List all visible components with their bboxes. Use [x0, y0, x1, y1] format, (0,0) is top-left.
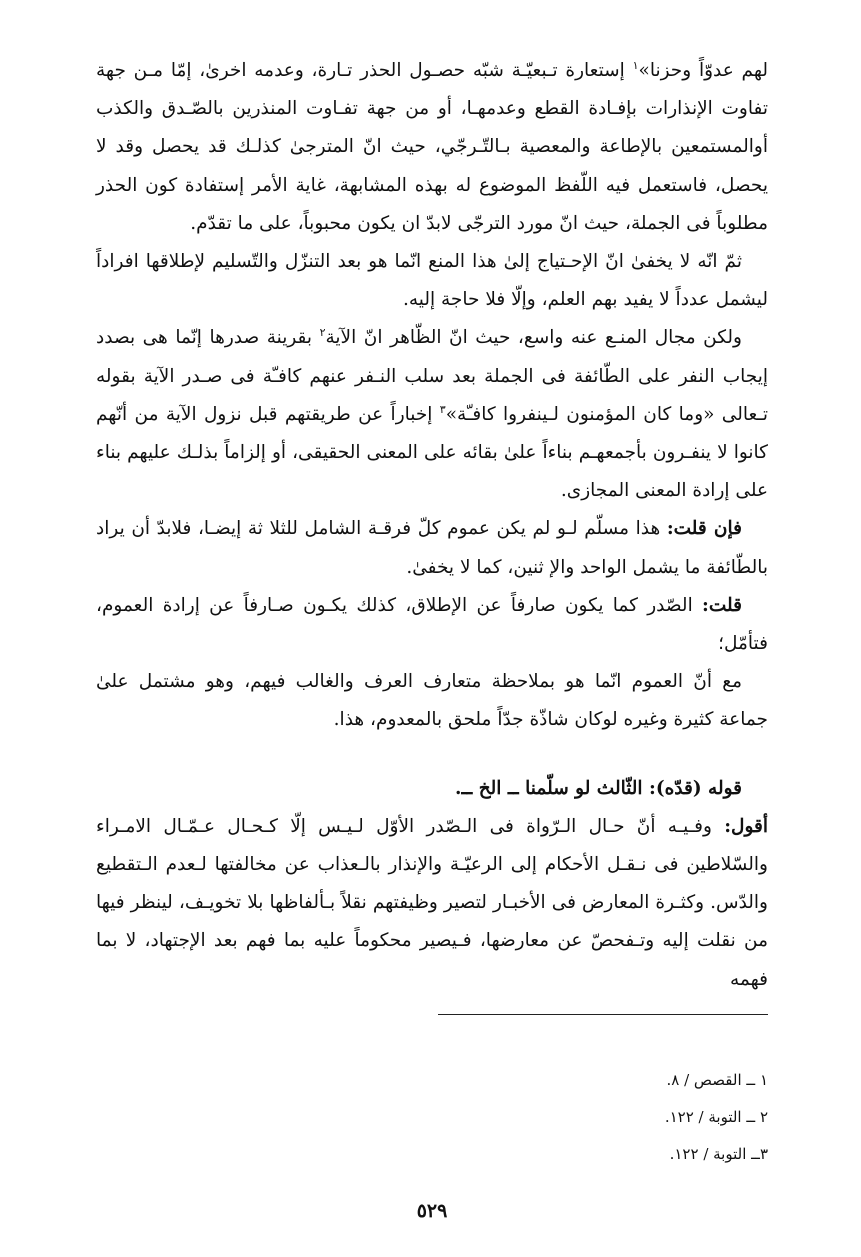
footnote-ref-2: ٢ [319, 326, 326, 340]
footnote-2: ٢ ــ التوبة / ١٢٢. [664, 1108, 768, 1126]
paragraph-1 [96, 52, 768, 243]
paragraph-1-start: لهم عدوّاً وحزنا» [638, 60, 769, 81]
book-page [96, 52, 768, 1242]
footnote-ref-3: ٣ [439, 402, 446, 416]
paragraph-5 [96, 587, 768, 663]
paragraph-2: ثمّ انّه لا يخفىٰ انّ الإحـتياج إلىٰ هذا المنع انّما هو بعد التنزّل والتّسليم لإطلاقها افراداً ليشمل عدداً لا يفيد بهم العلم، وإلّا فلا حاجة إليه. [96, 251, 768, 311]
paragraph-3-part-b: بقرينة صدرها إنّما هى بصدد إيجاب النفر على الطّائفة فى الجملة بعد سلب النـفر عنهم كافـّة فى صـدر الآية بقوله تـعالى «وما كان المؤمنون لـينفروا كافـّة» [96, 327, 768, 425]
paragraph-7 [96, 808, 768, 999]
paragraph-1-rest: إستعارة تـبعيّـة شبّه حصـول الحذر تـارة، وعدمه اخرىٰ، إمّا مـن جهة تفاوت الإنذارات بإفـادة القطع وعدمهـا، أو من جهة تفـاوت المنذرين بالصّـدق والكذب أوالمستمعين بالإطاعة والمعصية بـالتّـرجّي، حيث انّ المترجىٰ كذلـك قد يحصل وقد لا يحصل، فاستعمل فيه اللّفظ الموضوع له بهذه المشابهة، غاية الأمر إستفادة كون الحذر مطلوباً فى الجملة، حيث انّ مورد الترجّى لابدّ ان يكون محبوباً، على ما تقدّم. [96, 60, 768, 234]
paragraph-3-part-c: إخباراً عن طريقتهم قبل نزول الآية من أنّهم كانوا لا ينفـرون بأجمعهـم بناءاً علىٰ بقائه على المعنى الحقيقى، أو إلزاماً بذلـك عليهم بناء على إرادة المعنى المجازى. [96, 403, 768, 502]
objection-lead: فإن قلت: [666, 518, 742, 540]
paragraph-7-rest: وفـيـه أنّ حـال الـرّواة فى الـصّدر الأوّل لـيـس إلّا كـحـال عـمّـال الامـراء والسّلاطين فى نـقـل الأحكام إلى الرعيّـة والإنذار بالـعذاب عن مخالفتها لـعدم الـتقطيع والدّس. وكثـرة المعارض فى الأخبـار لتصير وظيفتهم نقلاً بـألفاظها بلا تخويـف، لينظر فيها من نقلت إليه وتـفحصّ عن معارضها، فـيصير محكوماً عليه بما فهم بعد الإجتهاد، لا بما فهمه [96, 815, 768, 990]
section-gap [96, 740, 768, 770]
paragraph-6: مع أنّ العموم انّما هو بملاحظة متعارف العرف والغالب فيهم، وهو مشتمل علىٰ جماعة كثيرة وغيره لوكان شاذّة جدّاً ملحق بالمعدوم، هذا. [96, 671, 768, 731]
commentary-heading: قوله (قدّه): الثّالث لو سلّمنا ــ الخ ــ. [455, 777, 742, 799]
paragraph-4 [96, 510, 768, 586]
paragraph-5-rest: الصّدر كما يكون صارفاً عن الإطلاق، كذلك يكـون صـارفاً عن إرادة العموم، فتأمّل؛ [96, 594, 768, 655]
footnote-3: ٣ــ التوبة / ١٢٢. [669, 1145, 768, 1163]
footnotes [96, 1062, 768, 1173]
response-lead: أقول: [724, 815, 768, 837]
paragraph-3-part-a: ولكن مجال المنـع عنه واسع، حيث انّ الظّاهر انّ الآية [325, 327, 742, 349]
reply-lead: قلت: [702, 594, 742, 616]
footnote-1: ١ ــ القصص / ٨. [666, 1071, 768, 1089]
paragraph-3 [96, 319, 768, 510]
footnote-divider [438, 1014, 768, 1015]
main-text [96, 52, 768, 999]
paragraph-4-rest: هذا مسلّم لـو لم يكن عموم كلّ فرقـة الشامل للثلا ثة إيضـا، فلابدّ أن يراد بالطّائفة ما يشمل الواحد والإ ثنين، كما لا يخفىٰ. [96, 518, 768, 578]
footnote-ref-1: ١ [632, 58, 639, 72]
page-number: ٥٢٩ [416, 1200, 448, 1222]
